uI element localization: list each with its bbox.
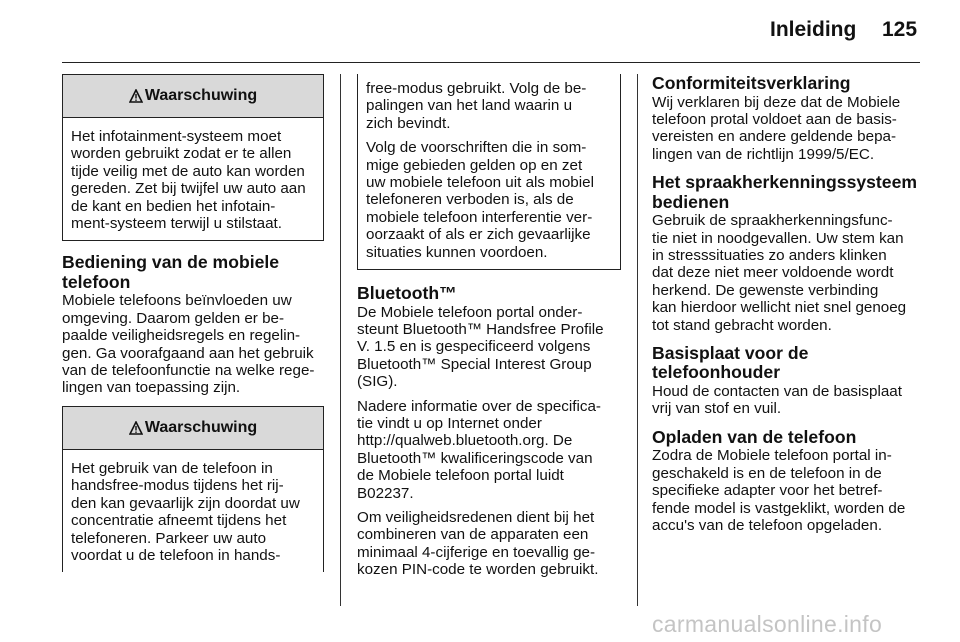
section-heading-mobile-phone: [62, 253, 324, 292]
text-line: tot stand gebracht worden.: [652, 316, 832, 334]
text-line: worden gebruikt zodat er te allen: [71, 145, 292, 163]
text-line: specifieke adapter voor het betref-: [652, 482, 883, 500]
text-line: minimaal 4-cijferige en toevallig ge-: [357, 543, 596, 561]
text-line: Bluetooth™ kwalificeringscode van: [357, 449, 593, 467]
text-line: tie niet in noodgevallen. Uw stem kan: [652, 229, 904, 247]
paragraph: [366, 80, 612, 132]
paragraph: [357, 509, 621, 579]
text-line: (SIG).: [357, 373, 398, 391]
text-line: herkend. De gewenste verbinding: [652, 281, 879, 299]
warning-title: Waarschuwing: [144, 419, 258, 437]
text-line: Om veiligheidsredenen dient bij het: [357, 509, 595, 527]
paragraph: [357, 304, 621, 391]
text-line: kan hierdoor wellicht niet snel genoeg: [652, 299, 907, 317]
text-line: ment-systeem terwijl u stilstaat.: [71, 215, 282, 233]
paragraph: [652, 94, 922, 164]
text-line: telefoneren. Parkeer uw auto: [71, 529, 267, 547]
watermark-text: carmanualsonline.info: [652, 611, 883, 637]
text-line: Volg de voorschriften die in som-: [366, 139, 587, 157]
text-line: paalde veiligheidsregels en regelin-: [62, 327, 301, 345]
warning-title: Waarschuwing: [144, 87, 258, 105]
text-line: accu's van de telefoon opgeladen.: [652, 516, 883, 534]
column-right: [652, 74, 922, 541]
text-line: Houd de contacten van de basisplaat: [652, 382, 902, 400]
text-line: tijde veilig met de auto kan worden: [71, 162, 305, 180]
text-line: oorzaakt of als er zich gevaarlijke: [366, 226, 591, 244]
heading-line: Bediening van de mobiele: [62, 252, 280, 273]
header-divider: [62, 62, 920, 63]
text-line: Het infotainment-systeem moet: [71, 128, 282, 145]
column-left: [62, 74, 324, 572]
text-line: in stresssituaties zo anders klinken: [652, 246, 887, 264]
paragraph: [652, 447, 922, 534]
text-line: mobiele telefoon interferentie ver-: [366, 208, 593, 226]
chapter-title: Inleiding: [770, 18, 857, 41]
paragraph: [652, 383, 922, 418]
heading-line: Het spraakherkenningssysteem: [652, 172, 918, 193]
paragraph: [62, 292, 324, 396]
warning-box-header: [63, 407, 323, 450]
text-line: de Mobiele telefoon portal luidt: [357, 467, 564, 485]
section-heading-bluetooth: Bluetooth™: [357, 283, 457, 304]
warning-box-handsfree: [62, 406, 324, 572]
section-heading-base-plate: [652, 344, 922, 383]
paragraph: [366, 139, 612, 261]
warning-box-body: [63, 118, 323, 240]
text-line: uw mobiele telefoon uit als mobiel: [366, 174, 594, 192]
paragraph: [357, 398, 621, 502]
text-line: http://qualweb.bluetooth.org. De: [357, 432, 573, 450]
text-line: vereisten en andere geldende bepa-: [652, 128, 897, 146]
text-line: telefoon protal voldoet aan de basis-: [652, 110, 897, 128]
warning-box-infotainment: [62, 74, 324, 241]
text-line: fende model is vastgeklikt, worden de: [652, 499, 906, 517]
text-line: Nadere informatie over de specifica-: [357, 397, 601, 415]
section-heading-charging: Opladen van de telefoon: [652, 426, 857, 447]
text-line: Gebruik de spraakherkenningsfunc-: [652, 212, 893, 230]
text-line: steunt Bluetooth™ Handsfree Profile: [357, 320, 604, 338]
text-line: concentratie afneemt tijdens het: [71, 512, 287, 530]
column-divider-right: [637, 74, 638, 606]
text-line: Het gebruik van de telefoon in: [71, 459, 273, 477]
text-line: omgeving. Daarom gelden er be-: [62, 309, 285, 327]
text-line: lingen van toepassing zijn.: [62, 379, 241, 397]
text-line: Wij verklaren bij deze dat de Mobiele: [652, 93, 901, 111]
text-line: geschakeld is en de telefoon in de: [652, 464, 882, 482]
text-line: Bluetooth™ Special Interest Group: [357, 355, 592, 373]
text-line: Mobiele telefoons beïnvloeden uw: [62, 292, 292, 310]
warning-box-body: [63, 450, 323, 572]
text-line: free-modus gebruikt. Volg de be-: [366, 80, 587, 97]
text-line: den kan gevaarlijk zijn doordat uw: [71, 494, 300, 512]
text-line: zich bevindt.: [366, 114, 451, 132]
text-line: dat deze niet meer voldoende wordt: [652, 264, 894, 282]
text-line: palingen van het land waarin u: [366, 97, 573, 115]
text-line: handsfree-modus tijdens het rij-: [71, 477, 284, 495]
section-heading-speech-recognition: [652, 173, 922, 212]
section-heading-conformity: Conformiteitsverklaring: [652, 73, 851, 93]
text-line: B02237.: [357, 484, 414, 502]
warning-triangle-icon: [129, 421, 143, 435]
text-line: V. 1.5 en is gespecificeerd volgens: [357, 338, 591, 356]
warning-triangle-icon: [129, 89, 143, 103]
text-line: tie vindt u op Internet onder: [357, 415, 542, 432]
text-line: mige gebieden gelden op en zet: [366, 156, 583, 174]
warning-box-body: [358, 74, 620, 269]
column-middle: [357, 74, 621, 586]
text-line: Zodra de Mobiele telefoon portal in-: [652, 447, 892, 465]
heading-line: telefoonhouder: [652, 362, 781, 383]
text-line: voordat u de telefoon in hands-: [71, 546, 281, 564]
warning-box-continuation: [357, 74, 621, 270]
text-line: combineren van de apparaten een: [357, 526, 589, 544]
text-line: telefoneren verboden is, als de: [366, 191, 574, 209]
column-divider-left: [340, 74, 341, 606]
text-line: gen. Ga voorafgaand aan het gebruik: [62, 344, 314, 362]
text-line: vrij van stof en vuil.: [652, 400, 782, 418]
text-line: lingen van de richtlijn 1999/5/EC.: [652, 145, 875, 163]
text-line: gereden. Zet bij twijfel uw auto aan: [71, 180, 306, 198]
text-line: situaties kunnen voordoen.: [366, 243, 548, 261]
heading-line: bedienen: [652, 191, 730, 212]
paragraph: [652, 212, 922, 334]
page-number: 125: [882, 18, 918, 41]
text-line: van de telefoonfunctie na welke rege-: [62, 362, 315, 380]
heading-line: Basisplaat voor de: [652, 342, 809, 363]
heading-line: telefoon: [62, 271, 131, 292]
text-line: De Mobiele telefoon portal onder-: [357, 303, 583, 321]
text-line: de kant en bedien het infotain-: [71, 197, 276, 215]
warning-box-header: [63, 75, 323, 118]
text-line: kozen PIN-code te worden gebruikt.: [357, 561, 599, 579]
